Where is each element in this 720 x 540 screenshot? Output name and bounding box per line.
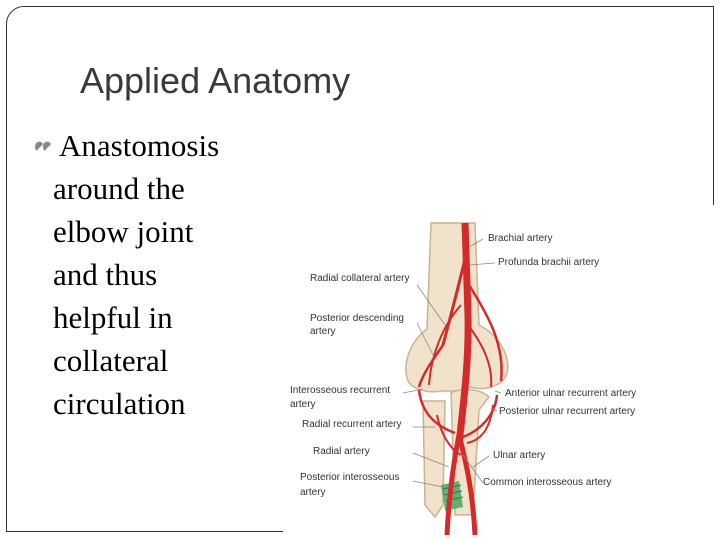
- bullet-line: circulation: [53, 386, 186, 421]
- label-anterior-ulnar-recurrent-artery: Anterior ulnar recurrent artery: [505, 388, 637, 399]
- bullet-lead: Anastomosis: [59, 128, 220, 163]
- label-posterior-ulnar-recurrent-artery: Posterior ulnar recurrent artery: [499, 406, 636, 417]
- elbow-artery-illustration: [283, 205, 720, 540]
- label-posterior-descending-artery-2: artery: [310, 326, 336, 337]
- label-posterior-descending-artery: Posterior descending: [310, 313, 404, 324]
- label-radial-collateral-artery: Radial collateral artery: [310, 273, 410, 284]
- bullet-icon: [33, 137, 55, 157]
- label-posterior-interosseous-artery: Posterior interosseous: [300, 472, 400, 483]
- bullet-point: [33, 124, 293, 425]
- bullet-line: and thus: [53, 257, 158, 292]
- label-ulnar-artery: Ulnar artery: [493, 450, 546, 461]
- label-interosseous-recurrent-artery-2: artery: [290, 399, 316, 410]
- label-radial-artery: Radial artery: [313, 446, 370, 457]
- slide-title: Applied Anatomy: [80, 60, 351, 101]
- bullet-line: helpful in: [53, 300, 173, 335]
- label-common-interosseous-artery: Common interosseous artery: [483, 477, 612, 488]
- label-interosseous-recurrent-artery: Interosseous recurrent: [290, 385, 391, 396]
- label-radial-recurrent-artery: Radial recurrent artery: [302, 419, 402, 430]
- label-brachial-artery: Brachial artery: [488, 233, 553, 244]
- label-posterior-interosseous-artery-2: artery: [300, 487, 326, 498]
- bullet-line: elbow joint: [53, 214, 194, 249]
- label-profunda-brachii-artery: Profunda brachii artery: [498, 257, 600, 268]
- bullet-line: collateral: [53, 343, 169, 378]
- elbow-anastomosis-figure: [283, 205, 720, 540]
- bullet-line: around the: [53, 171, 185, 206]
